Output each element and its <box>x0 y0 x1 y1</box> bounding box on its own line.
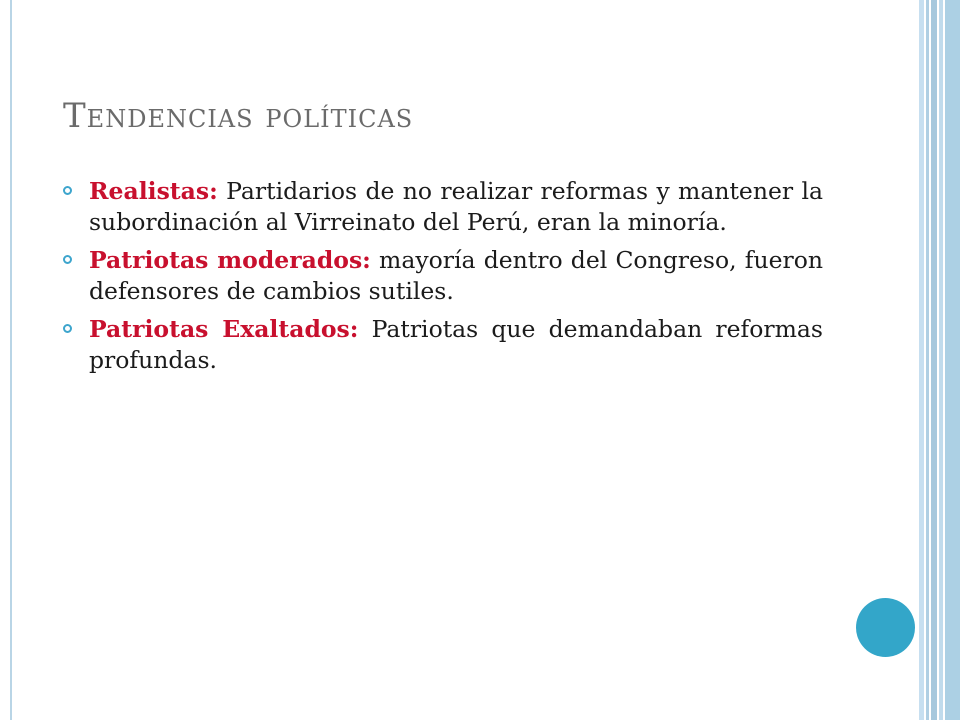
bullet-term: Patriotas moderados: <box>89 246 371 274</box>
bullet-text: Patriotas que demandaban reformas profundas. <box>89 315 823 374</box>
bullet-term: Patriotas Exaltados: <box>89 315 359 343</box>
bullet-list <box>63 176 823 383</box>
right-border-stripe <box>926 0 929 720</box>
bullet-text: Partidarios de no realizar reformas y mantener la subordinación al Virreinato del Perú, eran la minoría. <box>89 177 823 236</box>
right-border-stripe <box>939 0 943 720</box>
bullet-term: Realistas: <box>89 177 218 205</box>
bullet-item <box>63 245 823 307</box>
bullet-text: mayoría dentro del Congreso, fueron defensores de cambios sutiles. <box>89 246 824 305</box>
ring-bullet-icon <box>63 255 72 264</box>
ring-bullet-icon <box>63 324 72 333</box>
right-border-stripe <box>931 0 937 720</box>
right-border-stripe <box>945 0 960 720</box>
bullet-item <box>63 314 823 376</box>
left-border-line <box>10 0 12 720</box>
bullet-item <box>63 176 823 238</box>
ring-bullet-icon <box>63 186 72 195</box>
slide-title: Tendencias políticas <box>63 96 414 136</box>
right-border-stripe <box>919 0 924 720</box>
accent-circle-icon <box>856 598 915 657</box>
